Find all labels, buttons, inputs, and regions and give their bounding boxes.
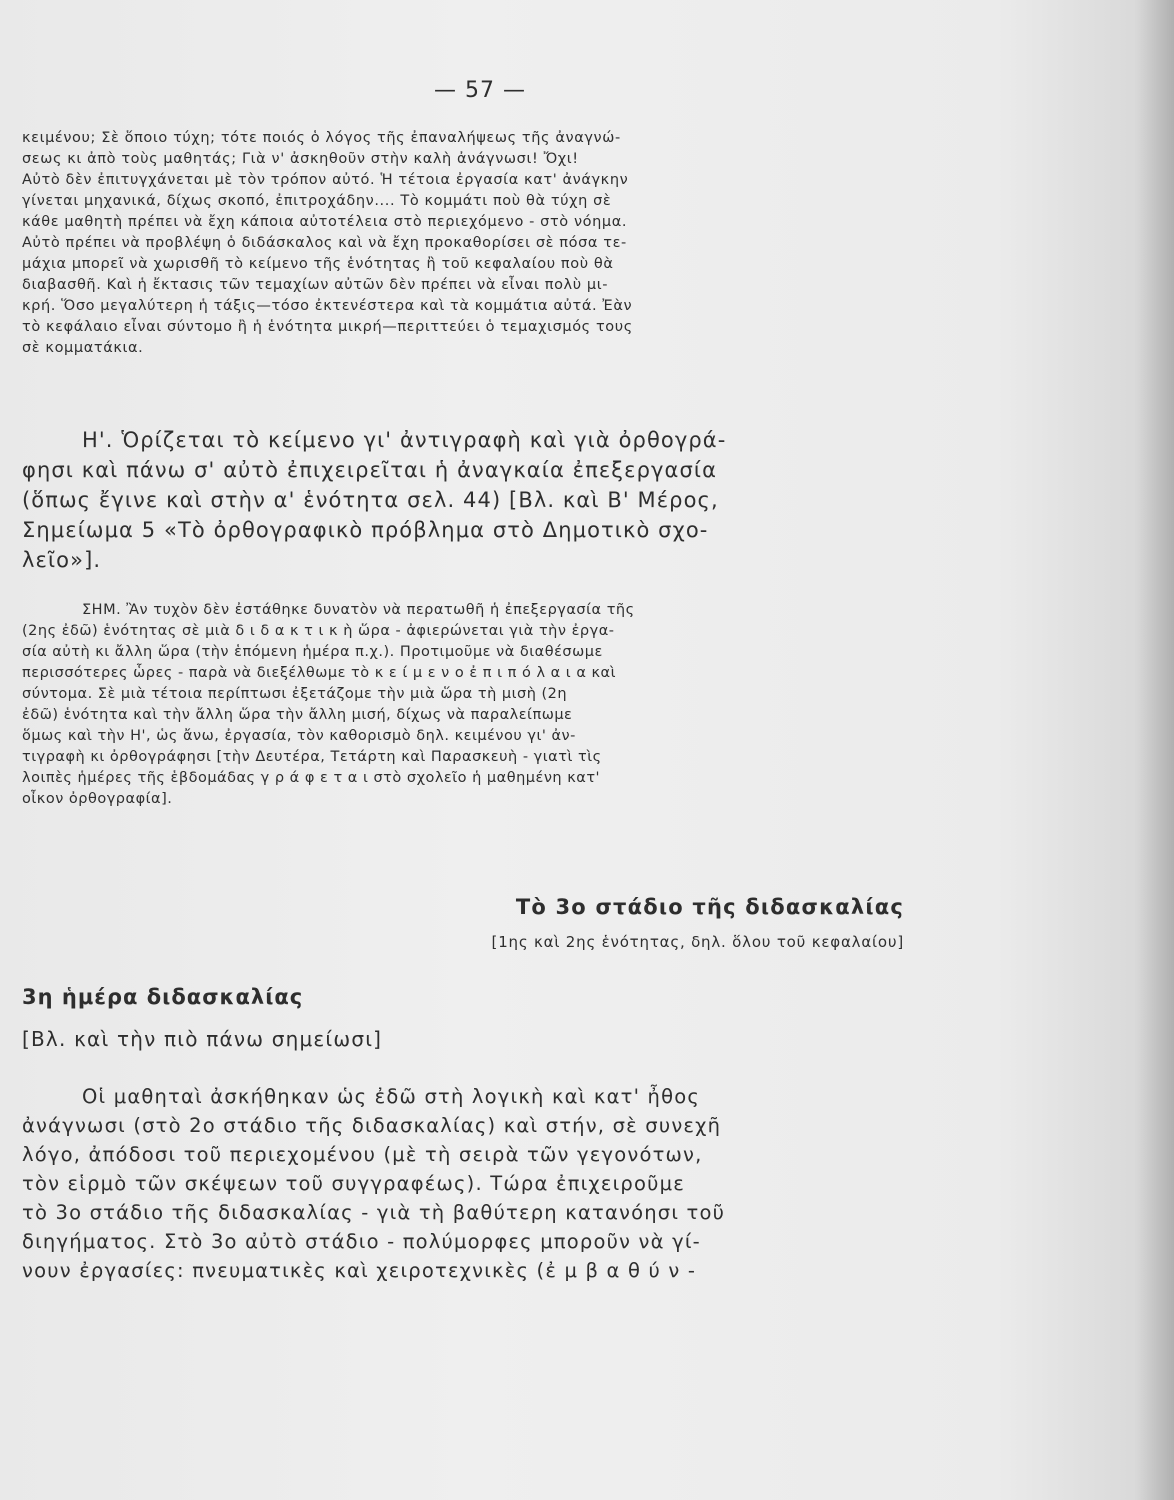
note-line: ΣΗΜ. Ἂν τυχὸν δὲν ἐστάθηκε δυνατὸν νὰ περατωθῆ ἡ ἐπεξεργασία τῆς	[82, 602, 635, 618]
paragraph-2-line: Η'. Ὁρίζεται τὸ κείμενο γι' ἀντιγραφὴ καὶ γιὰ ὀρθογρά-	[82, 428, 727, 452]
note-line: σύντομα. Σὲ μιὰ τέτοια περίπτωσι ἐξετάζομε τὴν μιὰ ὥρα τὴ μισὴ (2η	[22, 686, 568, 702]
paragraph-4-line: τὸ 3ο στάδιο τῆς διδασκαλίας - γιὰ τὴ βαθύτερη κατανόησι τοῦ	[22, 1201, 726, 1224]
paragraph-1-line: κειμένου; Σὲ ὅποιο τύχη; τότε ποιός ὁ λόγος τῆς ἐπαναλήψεως τῆς ἀναγνώ-	[22, 130, 621, 146]
paragraph-4-line: λόγο, ἀπόδοσι τοῦ περιεχομένου (μὲ τὴ σειρὰ τῶν γεγονότων,	[22, 1143, 703, 1166]
note-line: σία αὐτὴ κι ἄλλη ὥρα (τὴν ἑπόμενη ἡμέρα π.χ.). Προτιμοῦμε νὰ διαθέσωμε	[22, 644, 603, 660]
paragraph-1-line: Αὐτὸ δὲν ἐπιτυγχάνεται μὲ τὸν τρόπον αὐτό. Ἡ τέτοια ἐργασία κατ' ἀνάγκην	[22, 172, 629, 188]
paragraph-1-line: Αὐτὸ πρέπει νὰ προβλέψη ὁ διδάσκαλος καὶ νὰ ἔχη προκαθορίσει σὲ πόσα τε-	[22, 235, 627, 251]
note-line: οἶκον ὀρθογραφία].	[22, 791, 173, 807]
page-number: — 57 —	[434, 78, 526, 103]
note-line: λοιπὲς ἡμέρες τῆς ἑβδομάδας γ ρ ά φ ε τ α ι στὸ σχολεῖο ἡ μαθημένη κατ'	[22, 770, 601, 786]
paragraph-1-line: κάθε μαθητὴ πρέπει νὰ ἔχη κάποια αὐτοτέλεια στὸ περιεχόμενο - στὸ νόημα.	[22, 214, 628, 230]
paragraph-1-line: σὲ κομματάκια.	[22, 340, 144, 356]
paragraph-4-line: ἀνάγνωσι (στὸ 2ο στάδιο τῆς διδασκαλίας) καὶ στήν, σὲ συνεχῆ	[22, 1114, 722, 1137]
day-note: [Βλ. καὶ τὴν πιὸ πάνω σημείωσι]	[22, 1027, 383, 1051]
note-line: ἐδῶ) ἑνότητα καὶ τὴν ἄλλη ὥρα τὴν ἄλλη μισή, δίχως νὰ παραλείπωμε	[22, 707, 573, 723]
section-subtitle: [1ης καὶ 2ης ἑνότητας, δηλ. ὅλου τοῦ κεφαλαίου]	[491, 933, 904, 951]
paragraph-4-line: Οἱ μαθηταὶ ἀσκήθηκαν ὡς ἐδῶ στὴ λογικὴ καὶ κατ' ἦθος	[82, 1085, 701, 1108]
paragraph-1-line: τὸ κεφάλαιο εἶναι σύντομο ἢ ἡ ἑνότητα μικρή—περιττεύει ὁ τεμαχισμός τους	[22, 319, 633, 335]
paragraph-1-line: κρή. Ὅσο μεγαλύτερη ἡ τάξις—τόσο ἐκτενέστερα καὶ τὰ κομμάτια αὐτά. Ἐὰν	[22, 298, 633, 314]
note-line: περισσότερες ὧρες - παρὰ νὰ διεξέλθωμε τὸ κ ε ί μ ε ν ο ἐ π ι π ό λ α ι α καὶ	[22, 665, 617, 681]
note-line: τιγραφὴ κι ὀρθογράφησι [τὴν Δευτέρα, Τετάρτη καὶ Παρασκευὴ - γιατὶ τὶς	[22, 749, 602, 765]
paragraph-4-line: νουν ἐργασίες: πνευματικὲς καὶ χειροτεχνικὲς (ἐ μ β α θ ύ ν -	[22, 1259, 697, 1282]
paragraph-2-line: Σημείωμα 5 «Τὸ ὀρθογραφικὸ πρόβλημα στὸ Δημοτικὸ σχο-	[22, 518, 709, 542]
paragraph-1-line: μάχια μπορεῖ νὰ χωρισθῆ τὸ κείμενο τῆς ἑνότητας ἢ τοῦ κεφαλαίου ποὺ θὰ	[22, 256, 614, 272]
note-line: (2ης ἐδῶ) ἑνότητας σὲ μιὰ δ ι δ α κ τ ι κ ὴ ὥρα - ἀφιερώνεται γιὰ τὴν ἐργα-	[22, 623, 615, 639]
note-line: ὅμως καὶ τὴν Η', ὡς ἄνω, ἐργασία, τὸν καθορισμὸ δηλ. κειμένου γι' ἀν-	[22, 728, 576, 744]
paragraph-4-line: διηγήματος. Στὸ 3ο αὐτὸ στάδιο - πολύμορφες μποροῦν νὰ γί-	[22, 1230, 701, 1253]
paragraph-1-line: σεως κι ἀπὸ τοὺς μαθητάς; Γιὰ ν' ἀσκηθοῦν στὴν καλὴ ἀνάγνωσι! Ὄχι!	[22, 151, 579, 167]
paragraph-4-line: τὸν εἱρμὸ τῶν σκέψεων τοῦ συγγραφέως). Τώρα ἐπιχειροῦμε	[22, 1172, 685, 1195]
page-edge-shadow	[1134, 0, 1174, 1500]
paragraph-2-line: φησι καὶ πάνω σ' αὐτὸ ἐπιχειρεῖται ἡ ἀναγκαία ἐπεξεργασία	[22, 458, 718, 482]
paragraph-1-line: γίνεται μηχανικά, δίχως σκοπό, ἐπιτροχάδην.... Τὸ κομμάτι ποὺ θὰ τύχη σὲ	[22, 193, 612, 209]
paragraph-2-line: (ὅπως ἔγινε καὶ στὴν α' ἑνότητα σελ. 44) [Βλ. καὶ Β' Μέρος,	[22, 488, 719, 512]
paragraph-1-line: διαβασθῆ. Καὶ ἡ ἔκτασις τῶν τεμαχίων αὐτῶν δὲν πρέπει νὰ εἶναι πολὺ μι-	[22, 277, 609, 293]
paragraph-2-line: λεῖο»].	[22, 548, 102, 572]
section-title: Τὸ 3ο στάδιο τῆς διδασκαλίας	[515, 895, 904, 919]
day-heading: 3η ἡμέρα διδασκαλίας	[22, 985, 304, 1009]
